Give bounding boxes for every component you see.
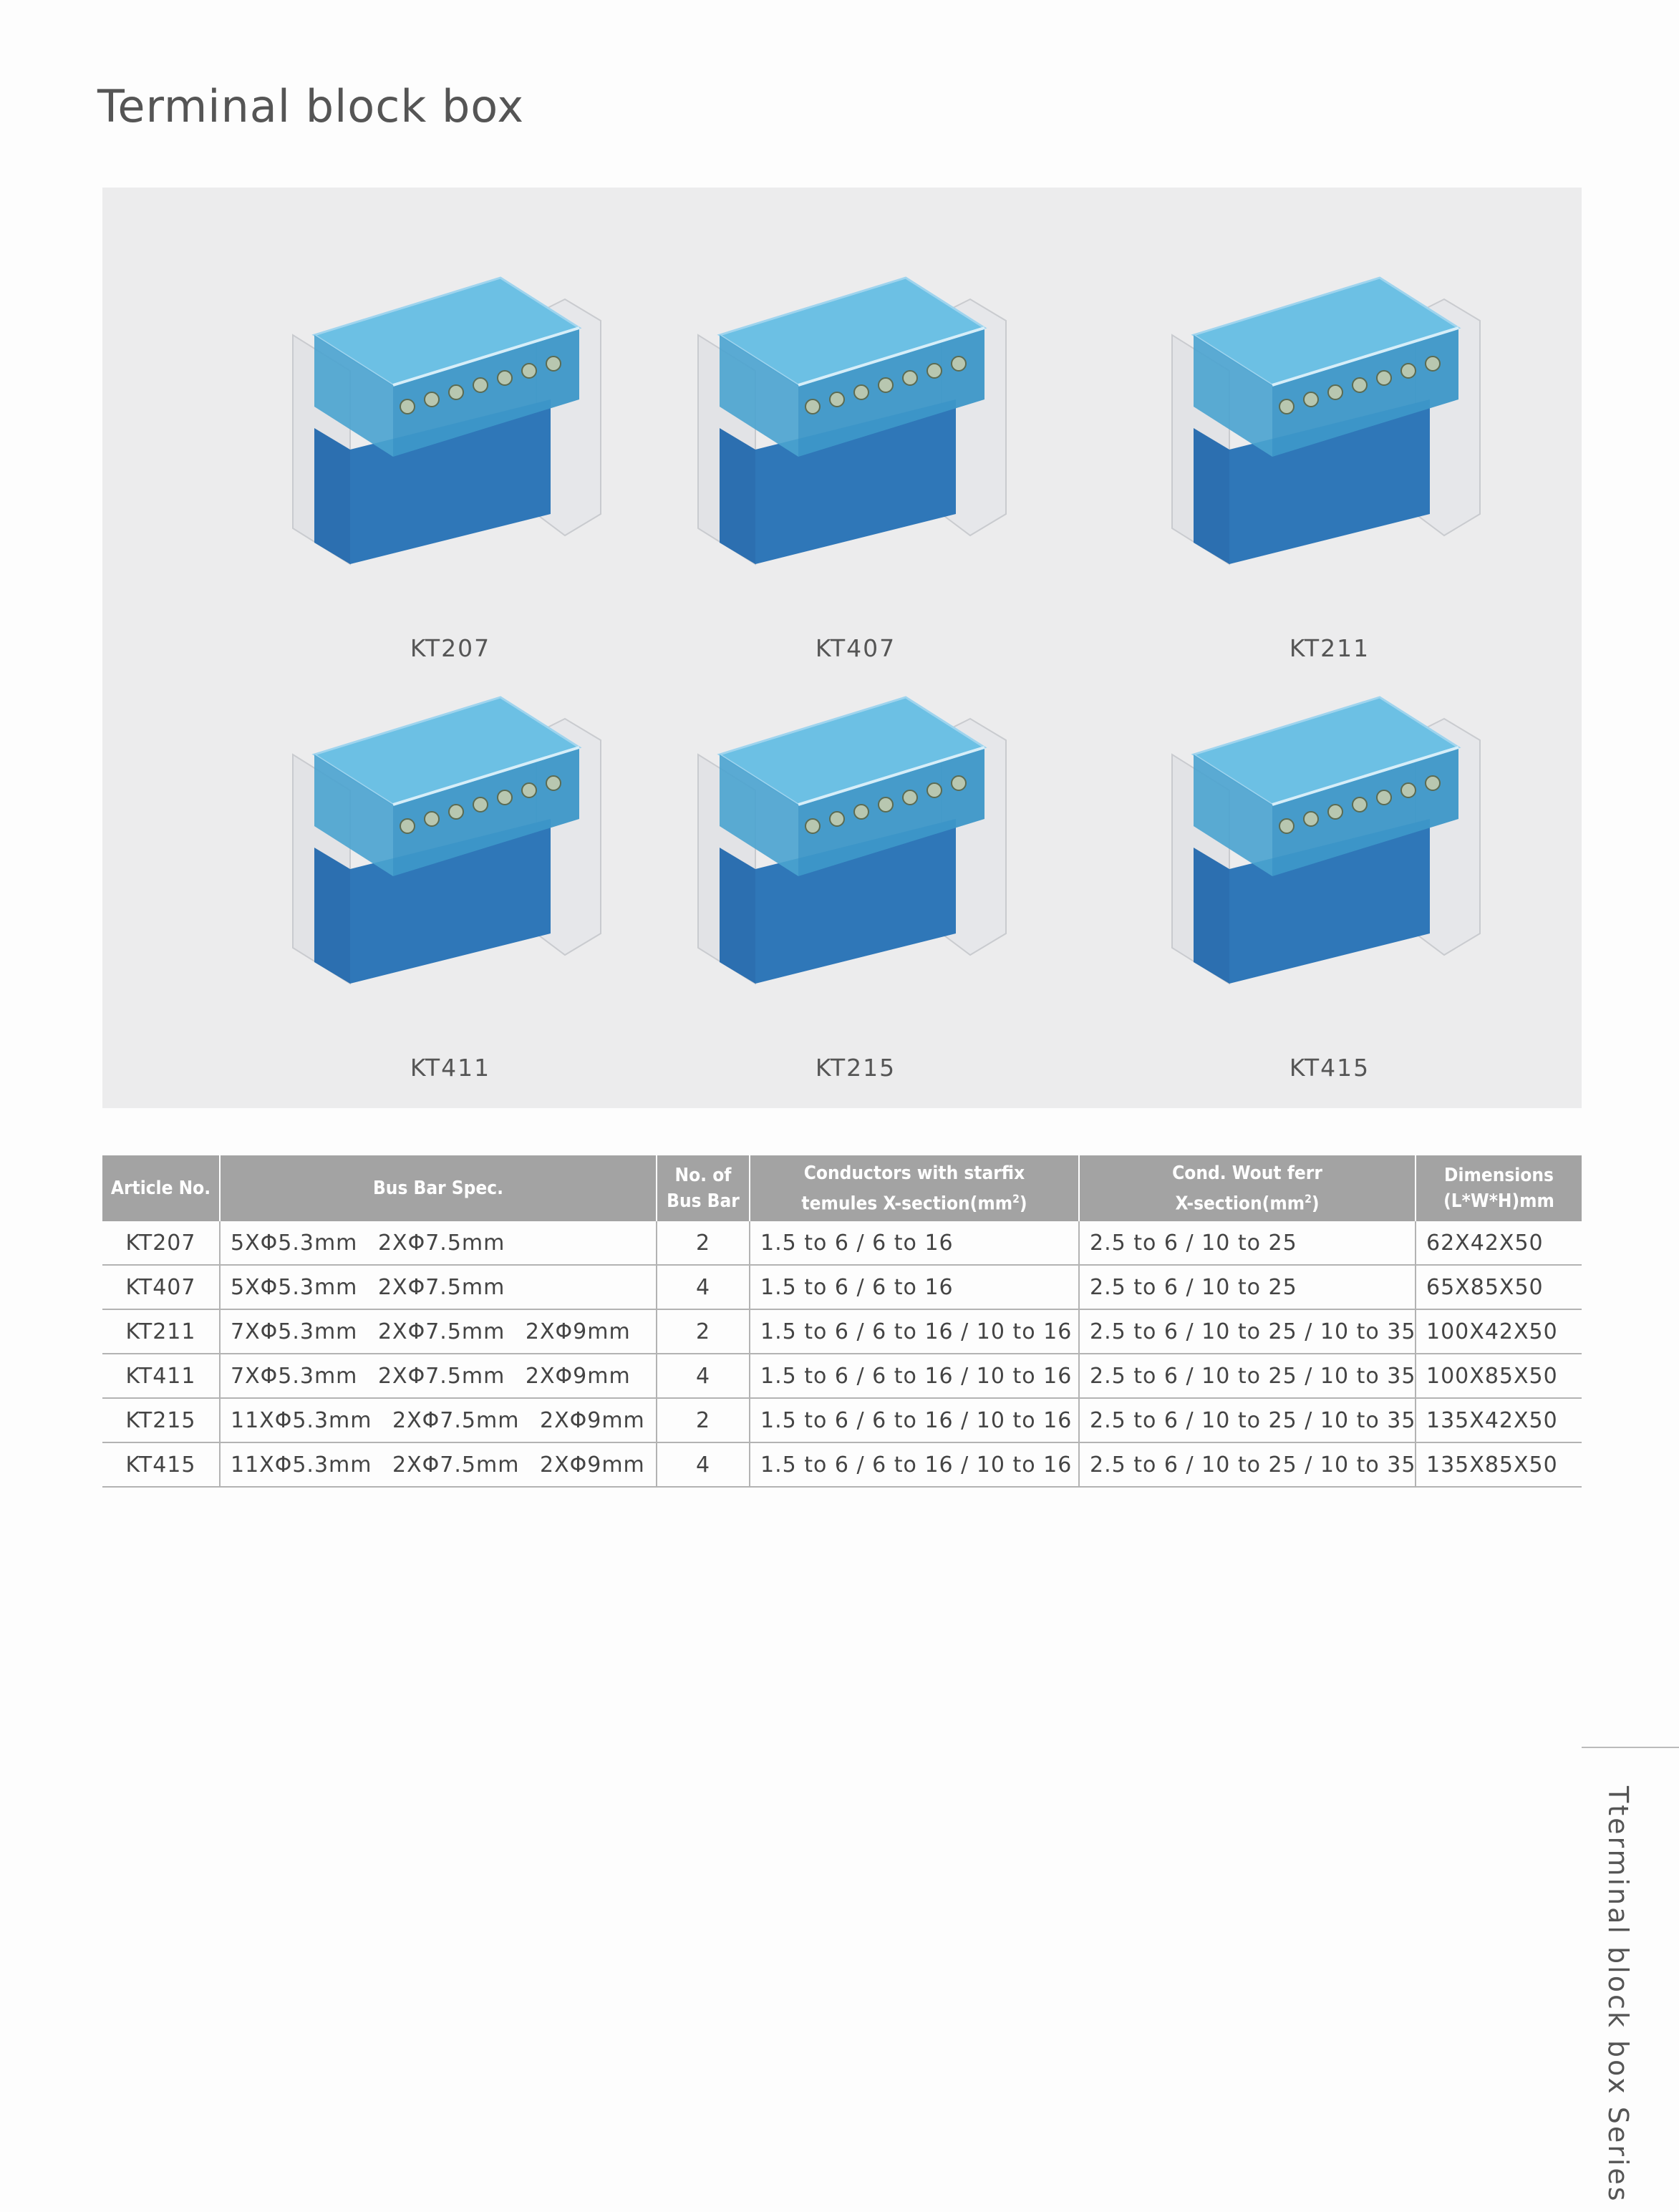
cell-article: KT215: [102, 1398, 220, 1442]
cell-article: KT207: [102, 1221, 220, 1265]
cell-conductors: 1.5 to 6 / 6 to 16 / 10 to 16: [750, 1309, 1079, 1354]
cell-busbar-spec: 7XΦ5.3mm 2XΦ7.5mm 2XΦ9mm: [220, 1354, 657, 1398]
cell-conductors: 1.5 to 6 / 6 to 16: [750, 1265, 1079, 1309]
header-num-busbar: No. of Bus Bar: [657, 1155, 750, 1221]
cell-busbar-spec: 5XΦ5.3mm 2XΦ7.5mm: [220, 1221, 657, 1265]
table-row: [102, 1354, 1582, 1398]
cell-dimensions: 100X85X50: [1416, 1354, 1582, 1398]
cell-conductors: 1.5 to 6 / 6 to 16 / 10 to 16: [750, 1354, 1079, 1398]
specification-table: [102, 1155, 1582, 1488]
terminal-block-image: [1143, 647, 1516, 1019]
terminal-block-image: [264, 647, 637, 1019]
cell-dimensions: 62X42X50: [1416, 1221, 1582, 1265]
cell-cond-wout-ferr: 2.5 to 6 / 10 to 25: [1079, 1265, 1416, 1309]
product-label: KT215: [815, 1054, 896, 1082]
product-label: KT411: [410, 1054, 491, 1082]
product-label: KT207: [410, 634, 491, 662]
cell-busbar-spec: 11XΦ5.3mm 2XΦ7.5mm 2XΦ9mm: [220, 1442, 657, 1487]
page-title: Terminal block box: [97, 80, 525, 132]
product-card: [1143, 228, 1516, 662]
terminal-block-image: [264, 228, 637, 600]
product-label: KT415: [1289, 1054, 1370, 1082]
product-card: [669, 228, 1042, 662]
cell-article: KT415: [102, 1442, 220, 1487]
cell-article: KT407: [102, 1265, 220, 1309]
side-divider: [1582, 1747, 1679, 1748]
cell-cond-wout-ferr: 2.5 to 6 / 10 to 25 / 10 to 35: [1079, 1309, 1416, 1354]
terminal-block-image: [669, 647, 1042, 1019]
cell-article: KT411: [102, 1354, 220, 1398]
cell-num-busbar: 2: [657, 1221, 750, 1265]
cell-num-busbar: 2: [657, 1398, 750, 1442]
table-row: [102, 1265, 1582, 1309]
header-article: Article No.: [102, 1155, 220, 1221]
cell-busbar-spec: 7XΦ5.3mm 2XΦ7.5mm 2XΦ9mm: [220, 1309, 657, 1354]
cell-num-busbar: 2: [657, 1309, 750, 1354]
cell-dimensions: 100X42X50: [1416, 1309, 1582, 1354]
cell-dimensions: 135X42X50: [1416, 1398, 1582, 1442]
cell-dimensions: 135X85X50: [1416, 1442, 1582, 1487]
terminal-block-image: [1143, 228, 1516, 600]
side-series-title: Tterminal block box Series: [1602, 1786, 1634, 2203]
header-cond-wout-ferr: Cond. Wout ferr $X-section(mm^2)$: [1079, 1155, 1416, 1221]
cell-cond-wout-ferr: 2.5 to 6 / 10 to 25 / 10 to 35: [1079, 1354, 1416, 1398]
product-card: [669, 647, 1042, 1082]
product-card: [264, 647, 637, 1082]
cell-dimensions: 65X85X50: [1416, 1265, 1582, 1309]
table-row: [102, 1442, 1582, 1487]
cell-num-busbar: 4: [657, 1354, 750, 1398]
cell-conductors: 1.5 to 6 / 6 to 16 / 10 to 16: [750, 1398, 1079, 1442]
cell-conductors: 1.5 to 6 / 6 to 16 / 10 to 16: [750, 1442, 1079, 1487]
table-header-row: [102, 1155, 1582, 1221]
cell-num-busbar: 4: [657, 1265, 750, 1309]
product-label: KT211: [1289, 634, 1370, 662]
product-gallery: [102, 188, 1582, 1108]
cell-cond-wout-ferr: 2.5 to 6 / 10 to 25 / 10 to 35: [1079, 1398, 1416, 1442]
table-row: [102, 1309, 1582, 1354]
cell-article: KT211: [102, 1309, 220, 1354]
cell-conductors: 1.5 to 6 / 6 to 16: [750, 1221, 1079, 1265]
header-conductors: Conductors with starfix temules $X-section(mm^2)$: [750, 1155, 1079, 1221]
table-row: [102, 1398, 1582, 1442]
cell-cond-wout-ferr: 2.5 to 6 / 10 to 25: [1079, 1221, 1416, 1265]
header-busbar-spec: Bus Bar Spec.: [220, 1155, 657, 1221]
product-label: KT407: [815, 634, 896, 662]
cell-num-busbar: 4: [657, 1442, 750, 1487]
header-dimensions: Dimensions (L*W*H)mm: [1416, 1155, 1582, 1221]
cell-cond-wout-ferr: 2.5 to 6 / 10 to 25 / 10 to 35: [1079, 1442, 1416, 1487]
product-card: [1143, 647, 1516, 1082]
cell-busbar-spec: 11XΦ5.3mm 2XΦ7.5mm 2XΦ9mm: [220, 1398, 657, 1442]
product-card: [264, 228, 637, 662]
table-row: [102, 1221, 1582, 1265]
cell-busbar-spec: 5XΦ5.3mm 2XΦ7.5mm: [220, 1265, 657, 1309]
terminal-block-image: [669, 228, 1042, 600]
